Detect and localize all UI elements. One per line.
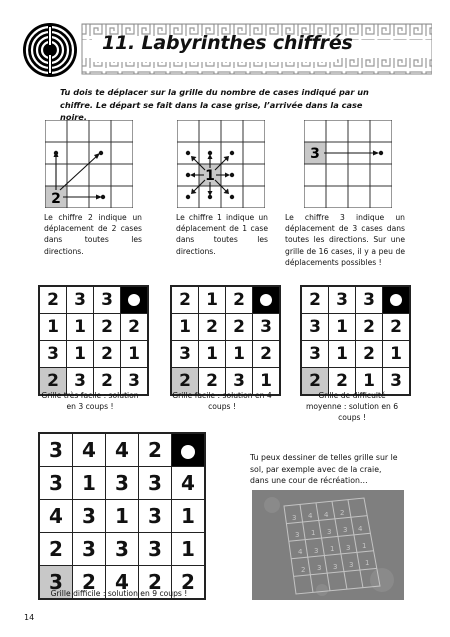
puzzle-row: [39, 467, 205, 500]
svg-text:4: 4: [358, 525, 363, 533]
grid-cell: 1: [121, 341, 149, 368]
end-dot-icon: [260, 294, 272, 306]
grid-cell: 1: [39, 314, 67, 341]
svg-text:2: 2: [340, 509, 345, 517]
grid-cell: 3: [171, 341, 199, 368]
page-number: 14: [24, 613, 35, 622]
grid-cell: 3: [39, 467, 73, 500]
grid-cell: 3: [73, 533, 106, 566]
end-dot-icon: [390, 294, 402, 306]
grid-cell: 2: [39, 533, 73, 566]
grid-cell: 1: [171, 314, 199, 341]
grid-cell: 2: [172, 566, 206, 600]
svg-text:3: 3: [343, 526, 348, 534]
grid-cell: 1: [67, 314, 94, 341]
grid-cell: 1: [356, 368, 383, 396]
grid-cell: 2: [356, 341, 383, 368]
svg-text:3: 3: [292, 514, 297, 522]
example-digit: 2: [51, 191, 61, 207]
puzzle-row: [39, 433, 205, 467]
grid-cell: 4: [106, 566, 139, 600]
example-diagram-3: [304, 120, 392, 208]
svg-text:3: 3: [317, 564, 322, 572]
grid-cell: 2: [253, 341, 281, 368]
start-cell: 2: [171, 368, 199, 396]
grid-cell: 1: [106, 500, 139, 533]
grid-cell: 1: [172, 500, 206, 533]
grid-cell: 3: [73, 500, 106, 533]
puzzle-table: [38, 285, 149, 396]
svg-text:3: 3: [314, 547, 319, 555]
grid-cell: 2: [39, 286, 67, 314]
grid-cell: 2: [301, 286, 329, 314]
grid-cell: 3: [139, 500, 172, 533]
grid-cell: 3: [106, 533, 139, 566]
grid-cell: 2: [199, 314, 226, 341]
grid-cell: 2: [171, 286, 199, 314]
grid-cell: 1: [329, 341, 356, 368]
svg-text:1: 1: [362, 542, 367, 550]
svg-text:1: 1: [330, 545, 335, 553]
grid-cell: 3: [106, 467, 139, 500]
grid-cell: 3: [226, 368, 253, 396]
end-cell: [121, 286, 149, 314]
grid-cell: 2: [94, 314, 121, 341]
svg-text:1: 1: [365, 559, 370, 567]
start-cell: 2: [301, 368, 329, 396]
grid-cell: 3: [383, 368, 411, 396]
svg-text:1: 1: [311, 529, 316, 537]
end-cell: [383, 286, 411, 314]
grid-cell: 3: [301, 314, 329, 341]
labyrinth-logo-icon: [22, 22, 78, 78]
example-caption: Le chiffre 1 indique un déplacement de 1 case dans toutes les directions.: [176, 213, 268, 256]
end-cell: [172, 433, 206, 467]
grid-cell: 4: [106, 433, 139, 467]
grid-cell: 4: [73, 433, 106, 467]
grid-cell: 1: [73, 467, 106, 500]
puzzle-row: [39, 286, 148, 314]
grid-cell: 3: [39, 341, 67, 368]
instructions-text: Tu dois te déplacer sur la grille du nombre de cases indiqué par un chiffre. Le départ se fait dans la case grise, l’arrivée dans la case noire.: [60, 87, 369, 122]
grid-cell: 2: [226, 286, 253, 314]
puzzle-table: [300, 285, 411, 396]
example-digit: 3: [310, 146, 320, 162]
grid-cell: 2: [226, 314, 253, 341]
grid-cell: 1: [329, 314, 356, 341]
svg-text:3: 3: [327, 528, 332, 536]
end-dot-icon: [128, 294, 140, 306]
grid-cell: 2: [139, 566, 172, 600]
grid-cell: 3: [67, 286, 94, 314]
svg-text:3: 3: [349, 561, 354, 569]
puzzle-caption: Grille difficile : solution en 9 coups !: [50, 589, 188, 598]
grid-cell: 2: [73, 566, 106, 600]
puzzle-row: [171, 314, 280, 341]
grid-cell: 4: [39, 500, 73, 533]
start-cell: 3: [39, 566, 73, 600]
grid-cell: 3: [253, 314, 281, 341]
grid-cell: 2: [94, 368, 121, 396]
puzzle-table: [170, 285, 281, 396]
puzzle-row: [39, 314, 148, 341]
puzzle-grid-easy: [170, 285, 281, 396]
grid-cell: 1: [199, 286, 226, 314]
example-caption: Le chiffre 3 indique un déplacement de 3 cases dans toutes les directions. Sur une grille de 16 cases, il y a peu de déplacements possibles !: [285, 213, 405, 267]
end-cell: [253, 286, 281, 314]
grid-cell: 3: [139, 467, 172, 500]
svg-text:4: 4: [308, 512, 313, 520]
puzzle-row: [171, 286, 280, 314]
grid-cell: 1: [172, 533, 206, 566]
puzzle-row: [301, 341, 410, 368]
grid-cell: 3: [301, 341, 329, 368]
grid-cell: 2: [356, 314, 383, 341]
grid-cell: 3: [94, 286, 121, 314]
svg-text:4: 4: [324, 511, 329, 519]
start-cell: 2: [39, 368, 67, 396]
puzzle-row: [39, 533, 205, 566]
grid-cell: 1: [383, 341, 411, 368]
puzzle-caption: Grille de difficulté moyenne : solution en 6 coups !: [305, 391, 399, 422]
grid-cell: 1: [226, 341, 253, 368]
puzzle-caption: Grille très facile : solution en 3 coups !: [41, 391, 139, 411]
puzzle-grid-hard: [38, 432, 206, 600]
grid-cell: 3: [329, 286, 356, 314]
grid-cell: 1: [67, 341, 94, 368]
grid-cell: 3: [67, 368, 94, 396]
grid-cell: 1: [253, 368, 281, 396]
grid-cell: 3: [139, 533, 172, 566]
example-digit: 1: [205, 168, 215, 184]
svg-text:2: 2: [301, 566, 306, 574]
svg-text:4: 4: [298, 548, 303, 556]
svg-text:3: 3: [333, 563, 338, 571]
puzzle-grid-medium: [300, 285, 411, 396]
puzzle-row: [39, 500, 205, 533]
example-diagram-2: [45, 120, 133, 208]
puzzle-grid-very-easy: [38, 285, 149, 396]
chalk-grid-note: Tu peux dessiner de telles grille sur le sol, par exemple avec de la craie, dans une cour de récréation…: [250, 453, 398, 485]
grid-cell: 3: [121, 368, 149, 396]
grid-cell: 2: [139, 433, 172, 467]
puzzle-table: [38, 432, 206, 600]
page-title: 11. Labyrinthes chiffrés: [102, 32, 353, 54]
grid-cell: 2: [329, 368, 356, 396]
example-diagram-1: [177, 120, 265, 208]
puzzle-row: [171, 341, 280, 368]
grid-cell: 3: [356, 286, 383, 314]
puzzle-row: [39, 341, 148, 368]
grid-cell: 4: [172, 467, 206, 500]
end-dot-icon: [181, 445, 195, 459]
grid-cell: 3: [39, 433, 73, 467]
svg-text:3: 3: [295, 531, 300, 539]
grid-cell: 2: [121, 314, 149, 341]
grid-cell: 2: [383, 314, 411, 341]
example-caption: Le chiffre 2 indique un déplacement de 2 cases dans toutes les directions.: [44, 213, 142, 256]
puzzle-caption: Grille facile : solution en 4 coups !: [172, 391, 272, 411]
grid-cell: 2: [94, 341, 121, 368]
grid-cell: 1: [199, 341, 226, 368]
puzzle-row: [301, 314, 410, 341]
grid-cell: 2: [199, 368, 226, 396]
chalk-grid-photo: [252, 490, 404, 600]
puzzle-row: [301, 286, 410, 314]
svg-text:3: 3: [346, 544, 351, 552]
